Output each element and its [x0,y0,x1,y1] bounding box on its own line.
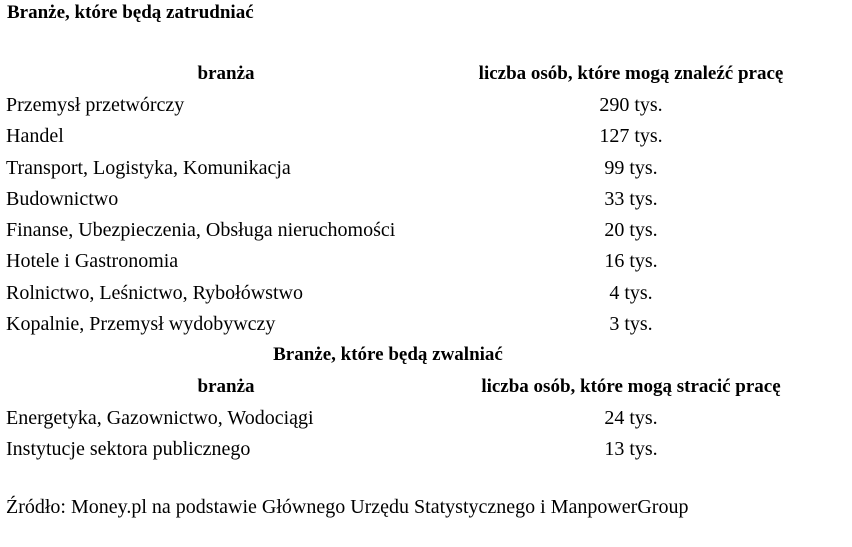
table-row [0,246,816,277]
table-row [0,121,816,152]
industry-name: Transport, Logistyka, Komunikacja [6,156,291,179]
industry-name: Kopalnie, Przemysł wydobywczy [6,313,276,336]
table-row [0,434,816,465]
layoffs-section-title: Branże, które będą zwalniać [273,344,503,366]
hiring-header-industry: branża [197,62,255,84]
table-row [0,152,816,183]
industry-name: Finanse, Ubezpieczenia, Obsługa nieruchomości [6,219,396,242]
table-row [0,308,816,339]
hiring-header-value: liczba osób, które mogą znaleźć pracę [478,62,784,84]
table-row [0,183,816,214]
industry-value: 24 tys. [604,406,658,429]
industry-value: 33 tys. [604,187,658,210]
source-note: Źródło: Money.pl na podstawie Głównego Urzędu Statystycznego i ManpowerGroup [6,496,689,518]
industry-name: Energetyka, Gazownictwo, Wodociągi [6,406,314,429]
industry-value: 16 tys. [604,250,658,273]
table-row [0,89,816,120]
hiring-header-row [0,58,816,89]
industry-value: 3 tys. [609,313,653,336]
table-row [0,277,816,308]
layoffs-header-value: liczba osób, które mogą stracić pracę [481,375,781,397]
industry-name: Budownictwo [6,187,119,210]
layoffs-section-row [0,340,816,371]
layoffs-header-industry: branża [197,375,255,397]
industry-value: 4 tys. [609,281,653,304]
industries-table [0,58,816,465]
table-row [0,402,816,433]
industry-value: 290 tys. [599,93,663,116]
industry-name: Przemysł przetwórczy [6,93,185,116]
industry-value: 127 tys. [599,125,663,148]
industry-name: Rolnictwo, Leśnictwo, Rybołówstwo [6,281,303,304]
industry-value: 13 tys. [604,438,658,461]
industry-value: 99 tys. [604,156,658,179]
industry-value: 20 tys. [604,219,658,242]
industry-name: Instytucje sektora publicznego [6,438,251,461]
industry-name: Hotele i Gastronomia [6,250,179,273]
layoffs-header-row [0,371,816,402]
table-row [0,214,816,245]
page-title: Branże, które będą zatrudniać [7,2,254,23]
industry-name: Handel [6,125,64,148]
